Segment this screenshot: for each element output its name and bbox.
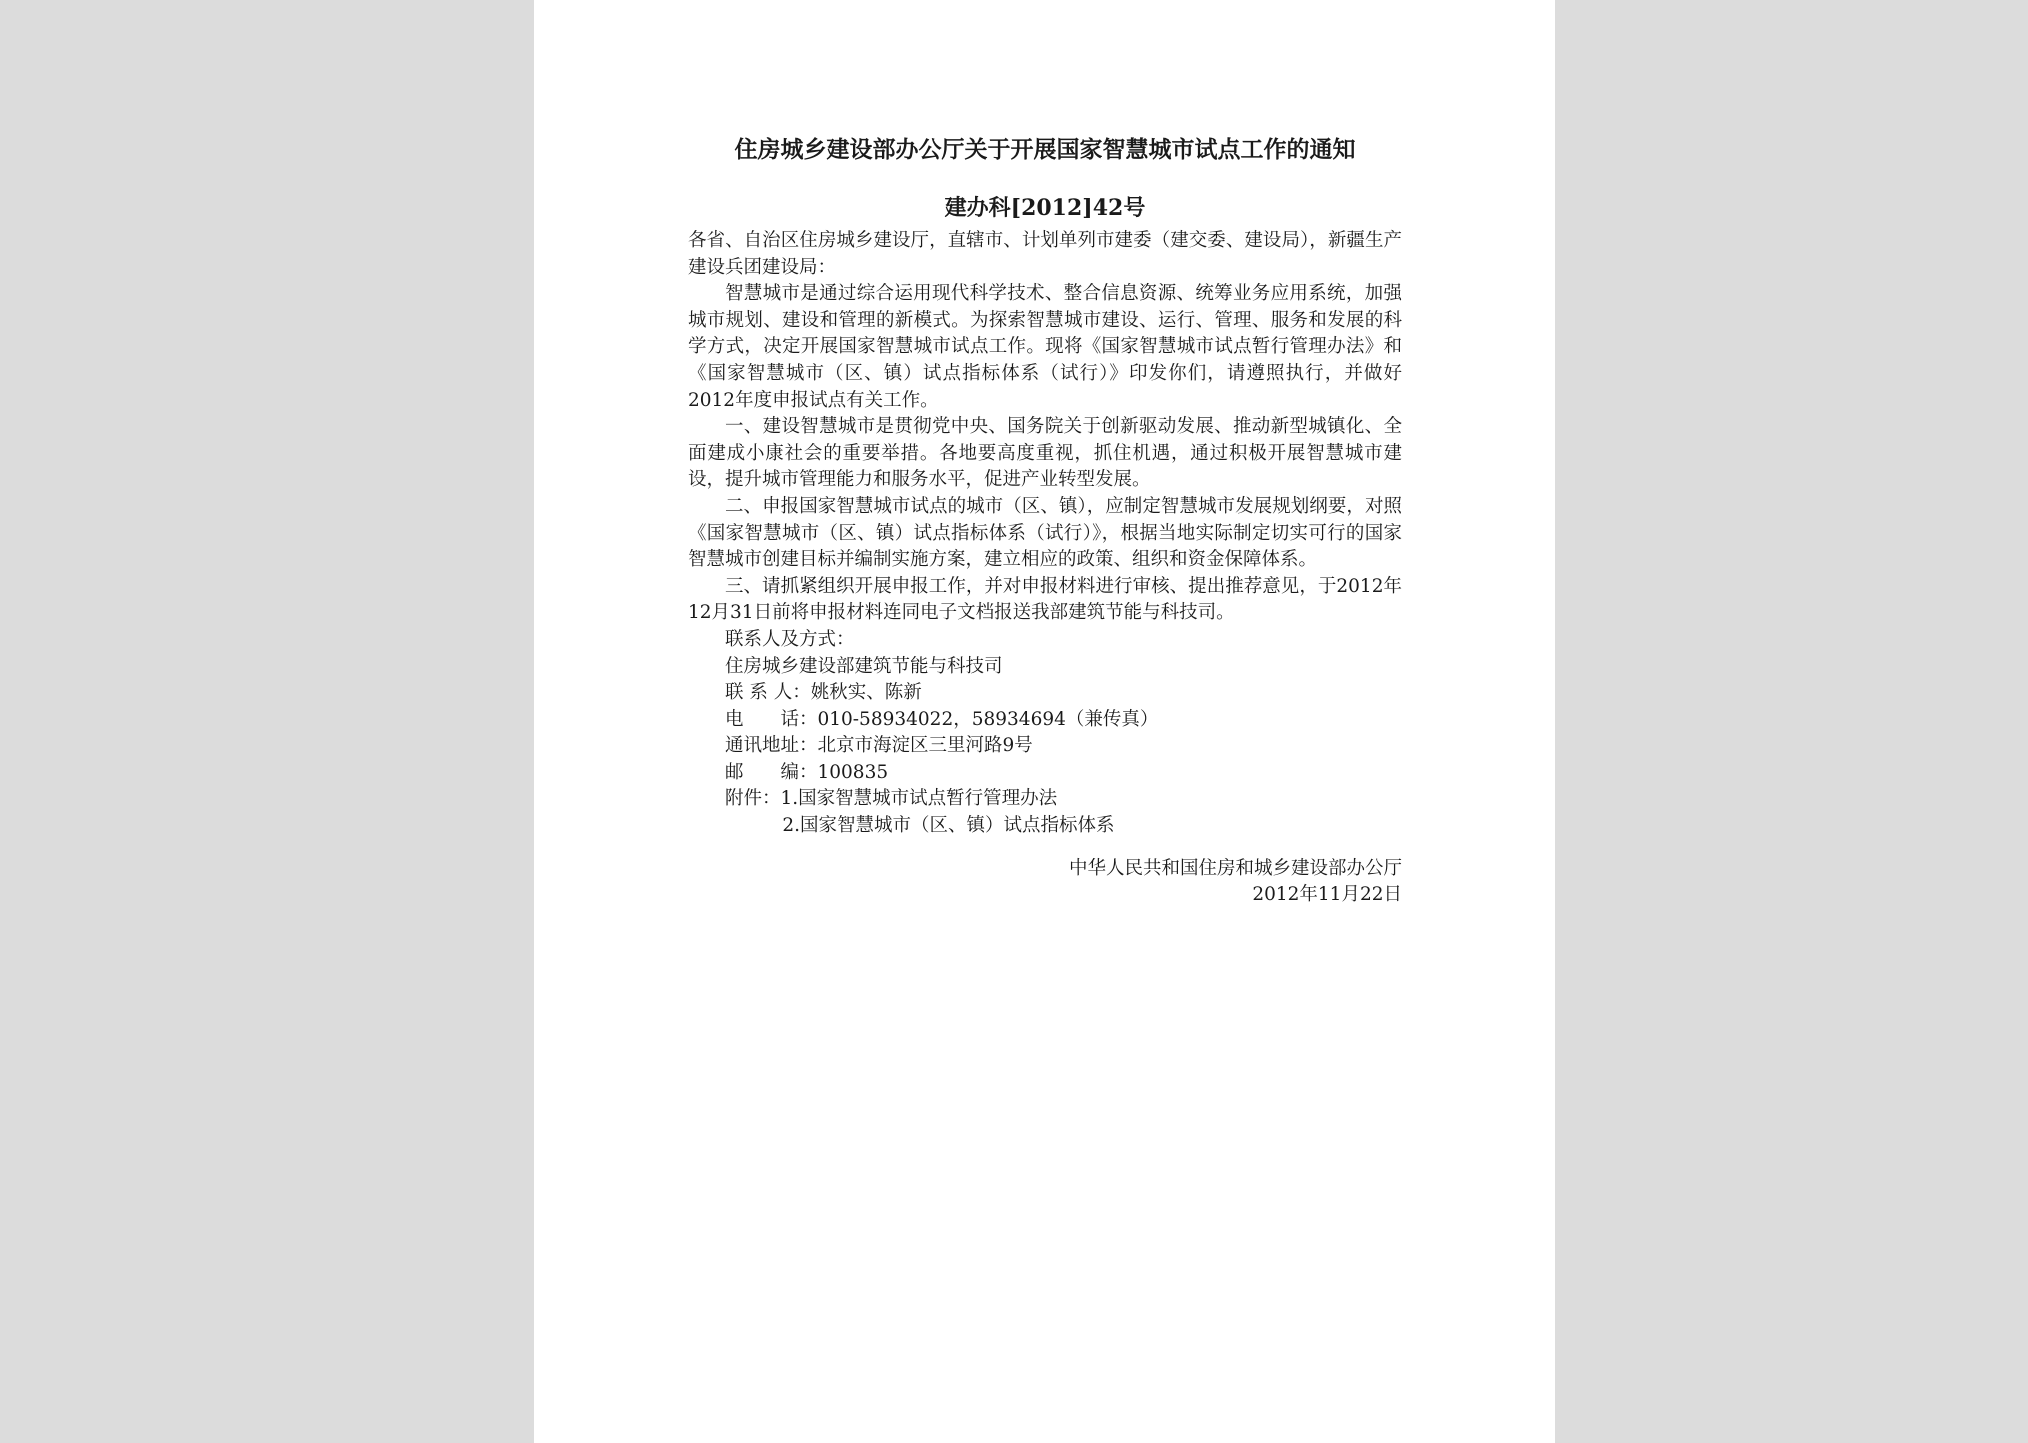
document-page [534,0,1555,1443]
contact-phone: 电 话：010-58934022，58934694（兼传真） [725,708,1159,730]
paragraph-item-1: 一、建设智慧城市是贯彻党中央、国务院关于创新驱动发展、推动新型城镇化、全面建成小康社会的重要举措。各地要高度重视，抓住机遇，通过积极开展智慧城市建设，提升城市管理能力和服务水平，促进产业转型发展。 [688,416,1402,491]
issuer-name: 中华人民共和国住房和城乡建设部办公厅 [1068,857,1402,879]
document-number: 建办科[2012]42号 [944,195,1146,221]
contact-postcode: 邮 编：100835 [725,761,889,783]
contact-address: 通讯地址：北京市海淀区三里河路9号 [725,735,1033,757]
paragraph-item-3: 三、请抓紧组织开展申报工作，并对申报材料进行审核、提出推荐意见，于2012年12月31日前将申报材料连同电子文档报送我部建筑节能与科技司。 [688,575,1402,624]
document-content [688,130,1402,909]
issue-date: 2012年11月22日 [1252,884,1402,906]
paragraph-item-2: 二、申报国家智慧城市试点的城市（区、镇），应制定智慧城市发展规划纲要，对照《国家智慧城市（区、镇）试点指标体系（试行）》，根据当地实际制定切实可行的国家智慧城市创建目标并编制实施方案，建立相应的政策、组织和资金保障体系。 [688,495,1402,571]
document-body [688,228,1402,840]
contact-department: 住房城乡建设部建筑节能与科技司 [725,655,1003,677]
document-title: 住房城乡建设部办公厅关于开展国家智慧城市试点工作的通知 [734,136,1356,163]
contact-heading: 联系人及方式： [725,628,855,650]
attachment-2: 2.国家智慧城市（区、镇）试点指标体系 [782,815,1115,837]
attachment-1: 附件：1.国家智慧城市试点暂行管理办法 [725,788,1058,810]
signature-block [688,856,1402,909]
addressee: 各省、自治区住房城乡建设厅，直辖市、计划单列市建委（建交委、建设局），新疆生产建设兵团建设局： [688,230,1402,278]
paragraph-intro: 智慧城市是通过综合运用现代科学技术、整合信息资源、统筹业务应用系统，加强城市规划、建设和管理的新模式。为探索智慧城市建设、运行、管理、服务和发展的科学方式，决定开展国家智慧城市试点工作。现将《国家智慧城市试点暂行管理办法》和《国家智慧城市（区、镇）试点指标体系（试行）》印发你们，请遵照执行，并做好2012年度申报试点有关工作。 [688,283,1402,411]
contact-person: 联 系 人：姚秋实、陈新 [725,682,922,704]
